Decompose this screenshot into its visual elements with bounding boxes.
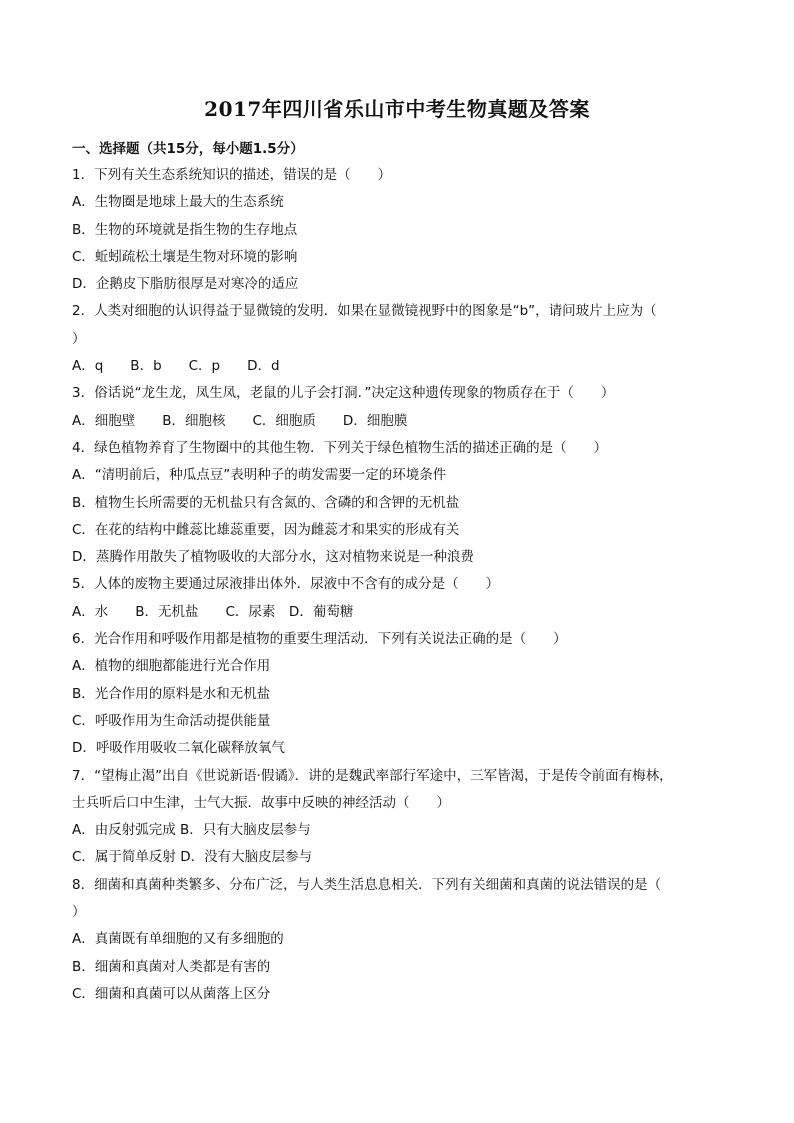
text-line: 3．俗话说“龙生龙，凤生凤，老鼠的儿子会打洞．”决定这种遗传现象的物质存在于（ ） — [72, 385, 615, 402]
text-line: A．真菌既有单细胞的又有多细胞的 — [72, 931, 284, 948]
text-line: ） — [72, 904, 86, 921]
text-line: C．在花的结构中雌蕊比雄蕊重要，因为雌蕊才和果实的形成有关 — [72, 521, 460, 538]
text-line: B．生物的环境就是指生物的生存地点 — [72, 221, 298, 238]
text-line: 2．人类对细胞的认识得益于显微镜的发明．如果在显微镜视野中的图象是“b”，请问玻片上应为（ — [72, 303, 657, 320]
document-title: 2017年四川省乐山市中考生物真题及答案 — [204, 97, 590, 121]
text-line: A．植物的细胞都能进行光合作用 — [72, 658, 271, 675]
text-line: A．水 B．无机盐 C．尿素 D．葡萄糖 — [72, 603, 354, 620]
text-line: 5．人体的废物主要通过尿液排出体外．尿液中不含有的成分是（ ） — [72, 576, 500, 593]
text-line: A．由反射弧完成 B．只有大脑皮层参与 — [72, 822, 311, 839]
text-line: C．细菌和真菌可以从菌落上区分 — [72, 985, 271, 1002]
text-line: A．细胞壁 B．细胞核 C．细胞质 D．细胞膜 — [72, 412, 408, 429]
text-line: C．呼吸作用为生命活动提供能量 — [72, 712, 271, 729]
text-line: D．呼吸作用吸收二氧化碳释放氧气 — [72, 740, 285, 757]
text-line: ） — [72, 330, 86, 347]
text-line: C．属于简单反射 D．没有大脑皮层参与 — [72, 849, 313, 866]
text-line: 士兵听后口中生津，士气大振．故事中反映的神经活动（ ） — [72, 794, 450, 811]
text-line: 4．绿色植物养育了生物圈中的其他生物．下列关于绿色植物生活的描述正确的是（ ） — [72, 439, 608, 456]
text-line: 6．光合作用和呼吸作用都是植物的重要生理活动．下列有关说法正确的是（ ） — [72, 631, 567, 648]
text-line: C．蚯蚓疏松土壤是生物对环境的影响 — [72, 248, 298, 265]
text-line: 1．下列有关生态系统知识的描述，错误的是（ ） — [72, 167, 392, 183]
text-line: B．细菌和真菌对人类都是有害的 — [72, 958, 271, 975]
text-line: A．q B．b C．p D．d — [72, 358, 280, 375]
text-line: B．光合作用的原料是水和无机盐 — [72, 685, 271, 702]
text-line: B．植物生长所需要的无机盐只有含氮的、含磷的和含钾的无机盐 — [72, 494, 460, 511]
text-line: A．“清明前后，种瓜点豆”表明种子的萌发需要一定的环境条件 — [72, 467, 447, 484]
text-line: A．生物圈是地球上最大的生态系统 — [72, 194, 284, 211]
text-line: 8．细菌和真菌种类繁多、分布广泛，与人类生活息息相关．下列有关细菌和真菌的说法错误的是（ — [72, 876, 662, 893]
text-line: D．蒸腾作用散失了植物吸收的大部分水，这对植物来说是一种浪费 — [72, 549, 474, 566]
text-line: D．企鹅皮下脂肪很厚是对寒冷的适应 — [72, 276, 299, 293]
text-line: 7．“望梅止渴”出自《世说新语·假谲》．讲的是魏武率部行军途中，三军皆渴，于是传令前面有梅林， — [72, 767, 673, 784]
question-list — [72, 165, 732, 1011]
section-heading: 一、选择题（共15分，每小题1.5分） — [72, 141, 304, 157]
